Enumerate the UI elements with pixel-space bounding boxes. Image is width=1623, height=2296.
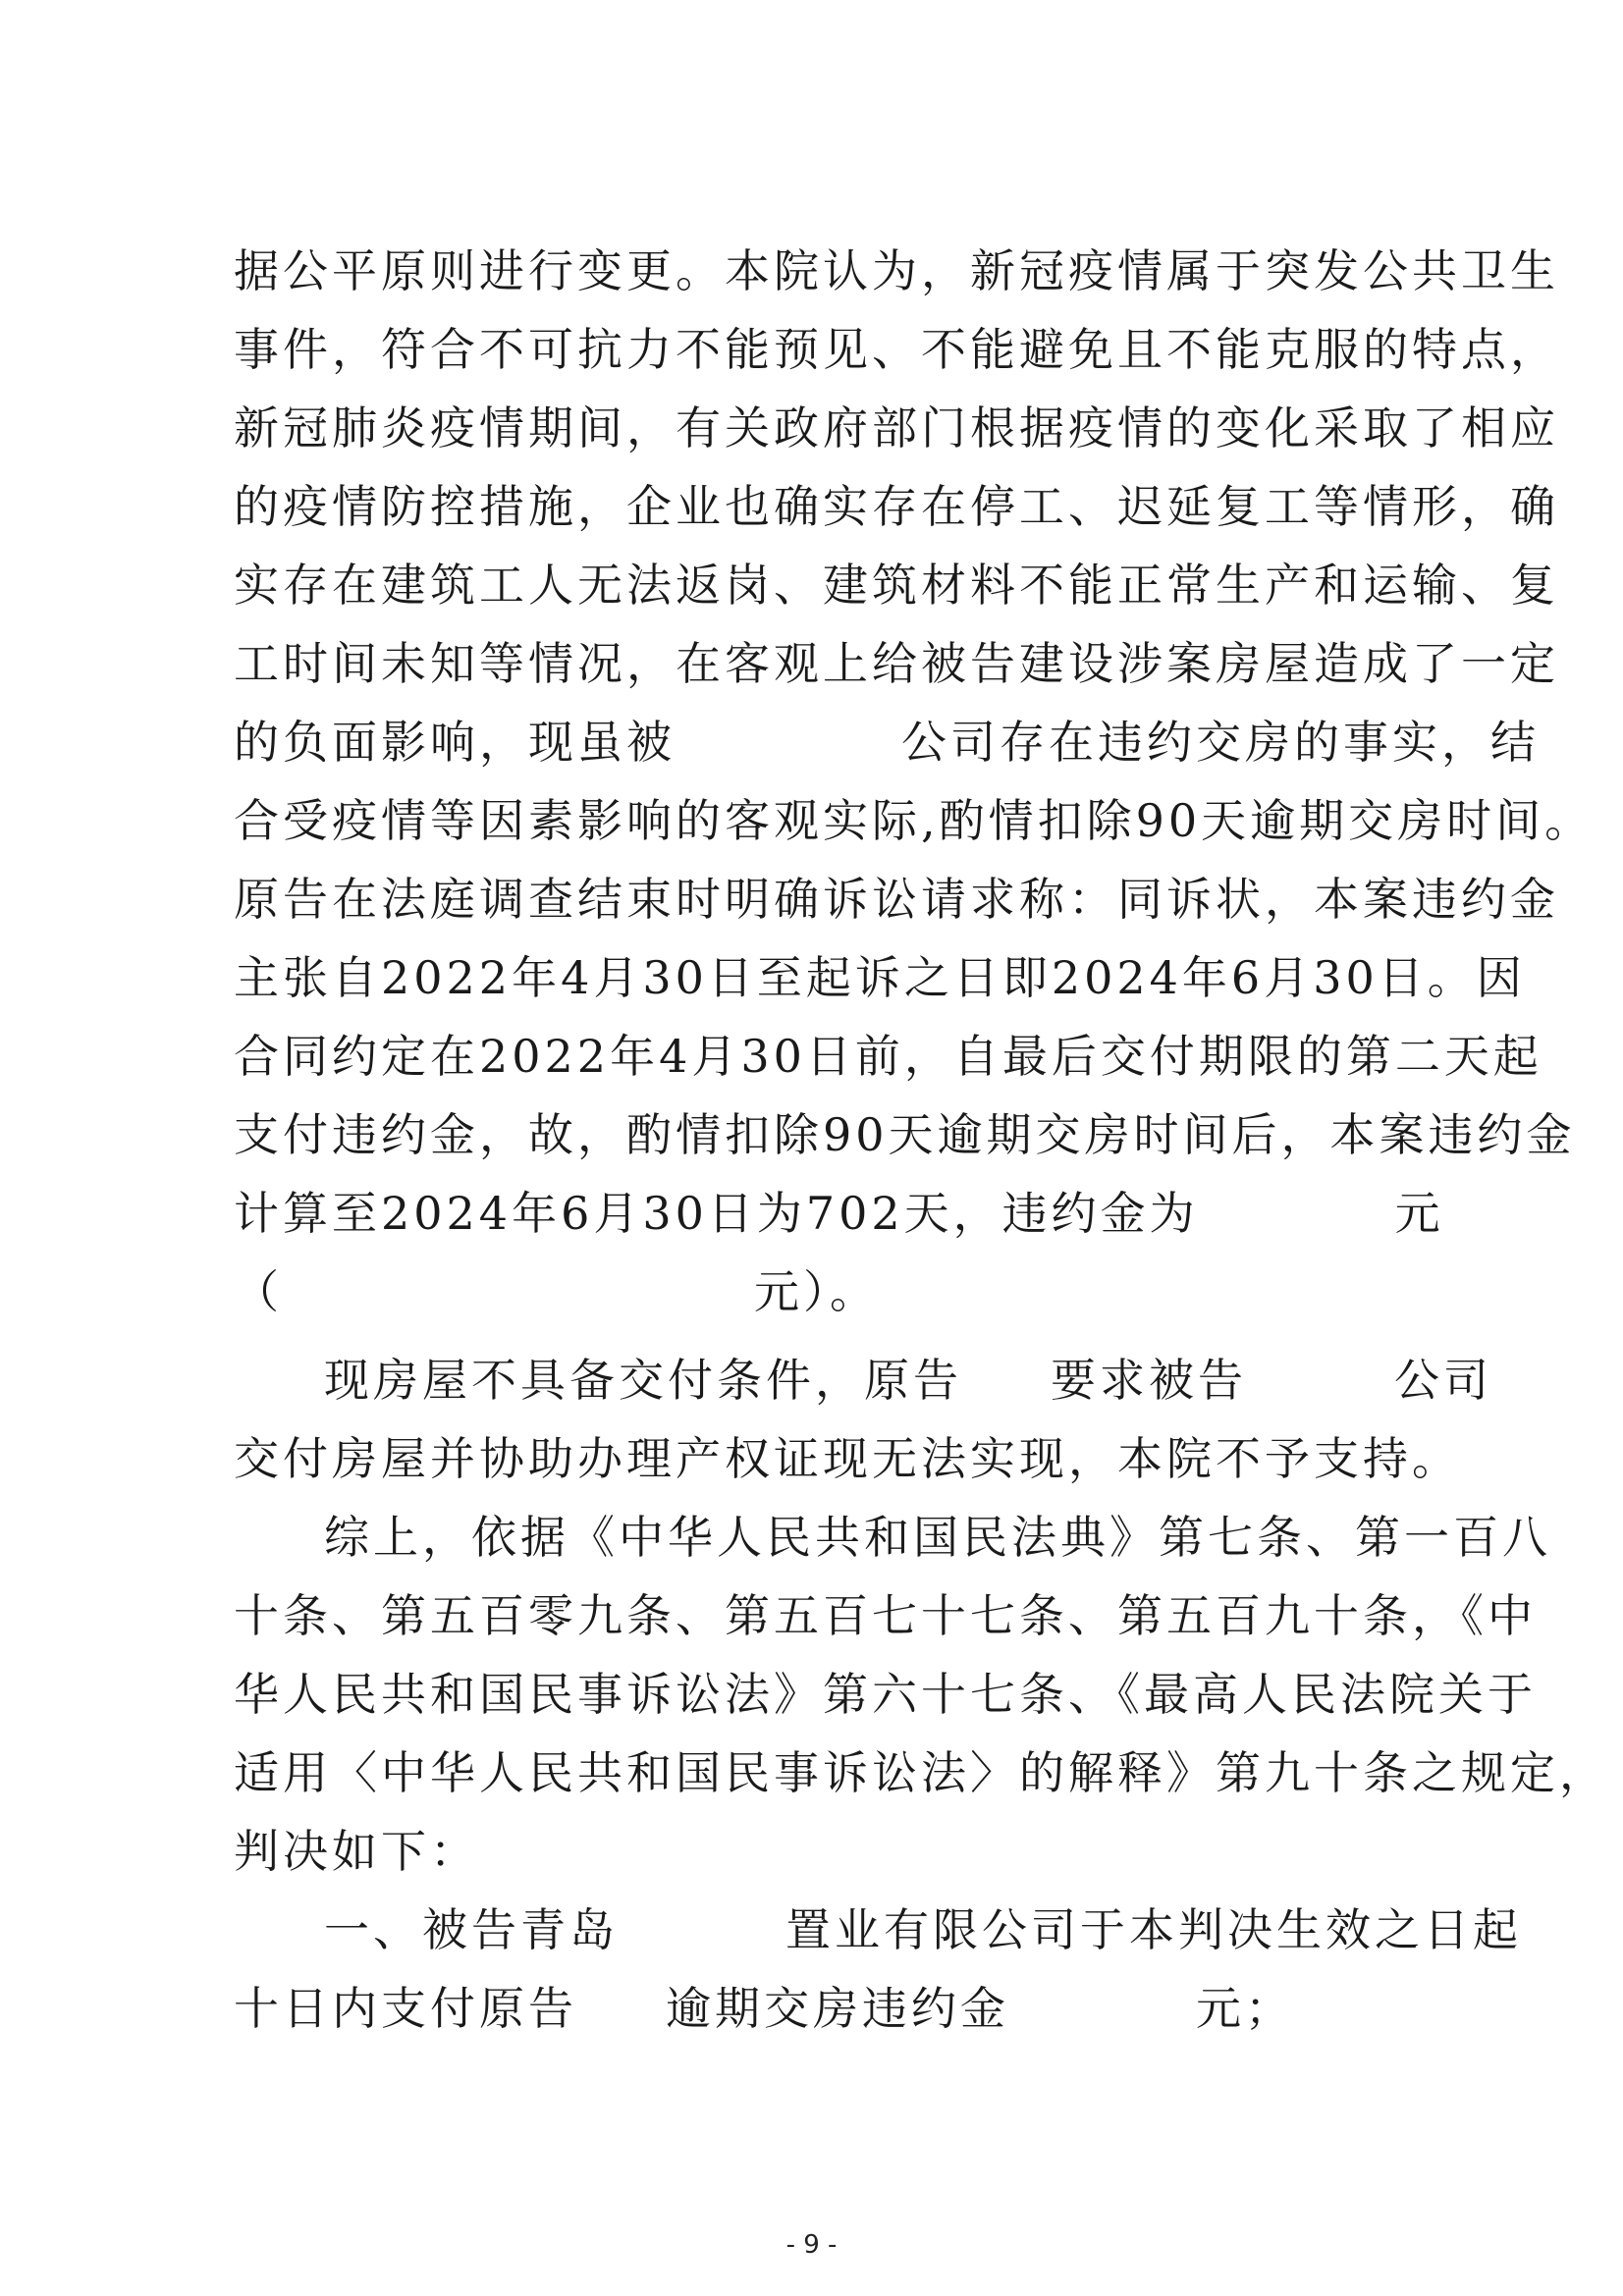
body-line: 综上，依据《中华人民共和国民法典》第七条、第一百八 <box>324 1511 1551 1564</box>
body-line: 据公平原则进行变更。本院认为，新冠疫情属于突发公共卫生 <box>234 244 1559 297</box>
body-line: 判决如下： <box>234 1825 479 1878</box>
body-line: 实存在建筑工人无法返岗、建筑材料不能正常生产和运输、复 <box>234 559 1559 612</box>
text-segment: （ <box>234 1265 283 1318</box>
text-segment: 一、被告青岛 <box>324 1903 619 1956</box>
body-line-with-redaction <box>234 703 1540 781</box>
body-line: 合同约定在2022年4月30日前，自最后交付期限的第二天起 <box>234 1030 1542 1083</box>
body-line: 适用〈中华人民共和国民事诉讼法〉的解释》第九十条之规定， <box>234 1746 1608 1799</box>
body-line: 交付房屋并协助办理产权证现无法实现，本院不予支持。 <box>234 1432 1461 1485</box>
text-segment: 现房屋不具备交付条件，原告 <box>324 1354 962 1407</box>
text-segment: 的负面影响，现虽被 <box>234 716 676 769</box>
body-line-with-redaction <box>324 1341 1492 1419</box>
text-segment: 逾期交房违约金 <box>666 1982 1009 2035</box>
text-segment: 十日内支付原告 <box>234 1982 577 2035</box>
body-line: 原告在法庭调查结束时明确诉讼请求称：同诉状，本案违约金 <box>234 873 1559 926</box>
page-number: - 9 - <box>785 2230 838 2260</box>
text-segment: 置业有限公司于本判决生效之日起 <box>785 1903 1522 1956</box>
body-line-with-redaction <box>234 1253 1427 1331</box>
body-line: 事件，符合不可抗力不能预见、不能避免且不能克服的特点， <box>234 323 1559 376</box>
body-line: 十条、第五百零九条、第五百七十七条、第五百九十条，《中 <box>234 1589 1537 1642</box>
text-segment: 公司 <box>1394 1354 1492 1407</box>
body-line: 的疫情防控措施，企业也确实存在停工、迟延复工等情形，确 <box>234 480 1559 533</box>
body-line-with-redaction <box>324 1891 1522 1969</box>
body-line: 华人民共和国民事诉讼法》第六十七条、《最高人民法院关于 <box>234 1668 1537 1721</box>
body-line-with-redaction <box>234 1174 1444 1253</box>
body-line-with-redaction <box>234 1969 1427 2048</box>
body-line: 合受疫情等因素影响的客观实际,酌情扣除90天逾期交房时间。 <box>234 794 1595 847</box>
text-segment: 元 <box>1394 1187 1444 1240</box>
text-segment: 元）。 <box>754 1265 879 1318</box>
body-line: 主张自2022年4月30日至起诉之日即2024年6月30日。因 <box>234 951 1526 1004</box>
text-segment: 计算至2024年6月30日为702天，违约金为 <box>234 1187 1199 1240</box>
body-line: 新冠肺炎疫情期间，有关政府部门根据疫情的变化采取了相应 <box>234 401 1559 454</box>
body-line: 工时间未知等情况，在客观上给被告建设涉案房屋造成了一定 <box>234 637 1559 690</box>
text-segment: 公司存在违约交房的事实，结 <box>901 716 1540 769</box>
text-segment: 元； <box>1196 1982 1294 2035</box>
text-segment: 要求被告 <box>1051 1354 1247 1407</box>
body-line: 支付违约金，故，酌情扣除90天逾期交房时间后，本案违约金 <box>234 1108 1576 1161</box>
